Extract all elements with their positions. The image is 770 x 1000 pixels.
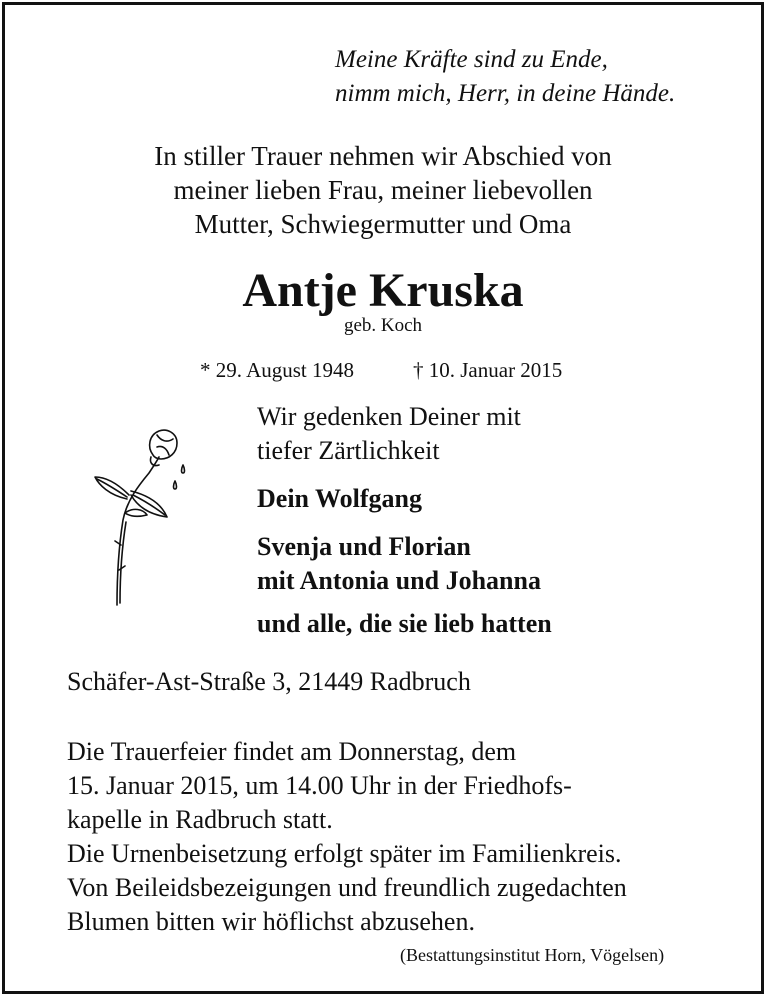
rose-petal-2 (157, 446, 169, 455)
rose-stem (117, 457, 159, 605)
maiden-name: geb. Koch (343, 315, 423, 336)
funeral-line-5: Von Beileidsbezeigungen und freundlich zugedachten (67, 873, 627, 902)
intro-line-1: In stiller Trauer nehmen wir Abschied von (154, 141, 612, 171)
teardrop-1 (182, 465, 185, 473)
funeral-line-4: Die Urnenbeisetzung erfolgt später im Familienkreis. (67, 839, 622, 868)
rose-leaf-small (125, 509, 147, 516)
funeral-line-3: kapelle in Radbruch statt. (67, 805, 333, 834)
teardrop-2 (174, 481, 177, 489)
funeral-line-6: Blumen bitten wir höflichst abzusehen. (67, 907, 475, 936)
rose-bloom (150, 430, 177, 459)
funeral-details (67, 735, 627, 939)
intro-line-2: meiner lieben Frau, meiner liebevollen (173, 175, 593, 205)
memorial-text (257, 400, 521, 468)
motto-line-1: Meine Kräfte sind zu Ende, (335, 46, 608, 73)
memorial-line-2: tiefer Zärtlichkeit (257, 436, 440, 465)
rose-petal-1 (157, 435, 173, 441)
motto-verse (335, 43, 675, 111)
funeral-line-2: 15. Januar 2015, um 14.00 Uhr in der Friedhofs- (67, 771, 572, 800)
undertaker-credit: (Bestattungsinstitut Horn, Vögelsen) (400, 945, 665, 965)
rose-illustration-icon (87, 425, 197, 610)
rose-thorn-2 (119, 566, 125, 570)
intro-line-3: Mutter, Schwiegermutter und Oma (194, 209, 572, 239)
deceased-name: Antje Kruska (242, 264, 524, 317)
intro-text (5, 139, 761, 241)
motto-line-2: nimm mich, Herr, in deine Hände. (335, 80, 676, 107)
memorial-line-1: Wir gedenken Deiner mit (257, 402, 521, 431)
mourner-grandchildren: mit Antonia und Johanna (257, 566, 541, 595)
death-date: † 10. Januar 2015 (413, 358, 563, 382)
obituary-notice (2, 2, 764, 994)
mourner-others: und alle, die sie lieb hatten (257, 609, 552, 638)
birth-date: * 29. August 1948 (200, 358, 355, 382)
family-address: Schäfer-Ast-Straße 3, 21449 Radbruch (67, 667, 471, 696)
funeral-line-1: Die Trauerfeier findet am Donnerstag, dem (67, 737, 517, 766)
mourner-husband: Dein Wolfgang (257, 484, 422, 513)
mourner-children: Svenja und Florian (257, 532, 471, 561)
